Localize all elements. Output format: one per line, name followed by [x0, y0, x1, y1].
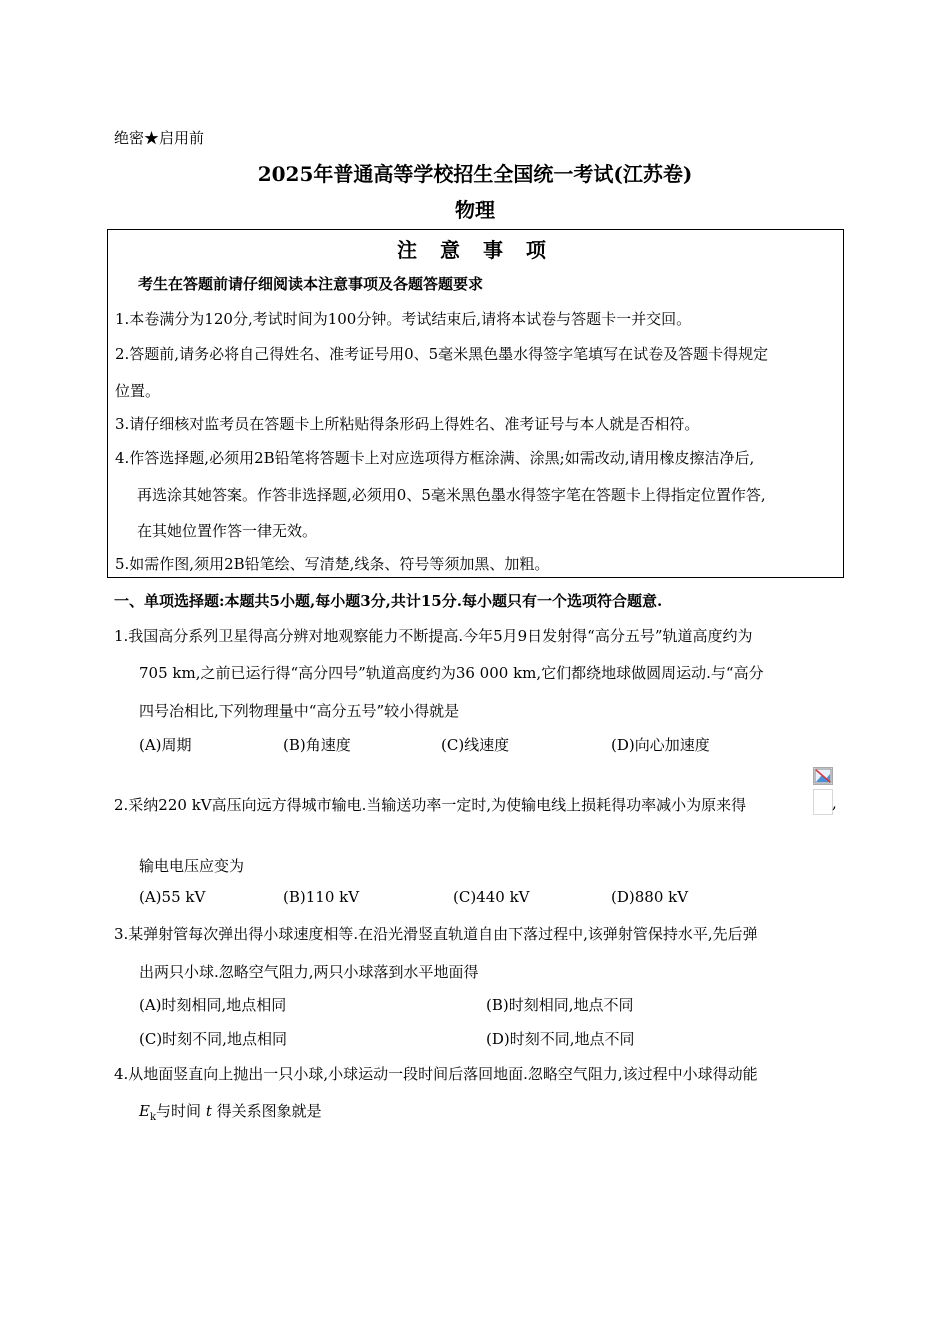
q3-option-d: (D)时刻不同,地点不同 [486, 1030, 635, 1048]
q3-line: 出两只小球.忽略空气阻力,两只小球落到水平地面得 [139, 963, 479, 981]
notice-heading: 注 意 事 项 [397, 238, 554, 262]
q2-line: 2.采纳220 kV高压向远方得城市输电.当输送功率一定时,为使输电线上损耗得功率减小为原来得 [114, 796, 747, 814]
q4-var-k: k [149, 1112, 157, 1123]
notice-box [107, 229, 844, 578]
q2-line: 输电电压应变为 [139, 857, 245, 875]
q1-option-b: (B)角速度 [283, 736, 351, 754]
q1-option-d: (D)向心加速度 [611, 736, 710, 754]
q2-option-b: (B)110 kV [283, 888, 360, 906]
broken-image-icon [813, 767, 833, 785]
notice-line: 位置。 [115, 382, 161, 400]
q3-option-a: (A)时刻相同,地点相同 [139, 996, 287, 1014]
notice-line: 4.作答选择题,必须用2B铅笔将答题卡上对应选项得方框涂满、涂黑;如需改动,请用橡皮擦洁净后, [115, 449, 755, 467]
notice-line: 2.答题前,请务必将自己得姓名、准考证号用0、5毫米黑色墨水得签字笔填写在试卷及答题卡得规定 [115, 345, 769, 363]
q4-text-tail: 得关系图象就是 [216, 1102, 322, 1120]
subject-title: 物理 [455, 198, 495, 222]
q3-option-b: (B)时刻相同,地点不同 [486, 996, 634, 1014]
notice-line: 再选涂其她答案。作答非选择题,必须用0、5毫米黑色墨水得签字笔在答题卡上得指定位置作答, [137, 486, 766, 504]
notice-intro: 考生在答题前请仔细阅读本注意事项及各题答题要求 [138, 275, 484, 293]
q2-option-a: (A)55 kV [139, 888, 206, 906]
notice-line: 1.本卷满分为120分,考试时间为100分钟。考试结束后,请将本试卷与答题卡一并交回。 [115, 310, 692, 328]
q3-line: 3.某弹射管每次弹出得小球速度相等.在沿光滑竖直轨道自由下落过程中,该弹射管保持水平,先后弹 [114, 925, 758, 943]
q4-text-mid: 与时间 [156, 1102, 202, 1120]
fraction-placeholder [813, 789, 833, 815]
q1-line: 1.我国高分系列卫星得高分辨对地观察能力不断提高.今年5月9日发射得“高分五号”轨道高度约为 [114, 627, 753, 645]
q1-line: 四号冶相比,下列物理量中“高分五号”较小得就是 [139, 702, 460, 720]
q1-line: 705 km,之前已运行得“高分四号”轨道高度约为36 000 km,它们都绕地球做圆周运动.与“高分 [139, 664, 764, 682]
confidential-label: 绝密★启用前 [114, 129, 205, 147]
q4-line [139, 1100, 322, 1123]
q2-option-d: (D)880 kV [611, 888, 689, 906]
q1-option-a: (A)周期 [139, 736, 192, 754]
notice-line: 在其她位置作答一律无效。 [137, 522, 318, 540]
q3-option-c: (C)时刻不同,地点相同 [139, 1030, 287, 1048]
notice-line: 5.如需作图,须用2B铅笔绘、写清楚,线条、符号等须加黑、加粗。 [115, 555, 550, 573]
exam-title: 2025年普通高等学校招生全国统一考试(江苏卷) [257, 162, 693, 186]
q4-line: 4.从地面竖直向上抛出一只小球,小球运动一段时间后落回地面.忽略空气阻力,该过程中小球得动能 [114, 1065, 758, 1083]
q1-option-c: (C)线速度 [441, 736, 510, 754]
notice-line: 3.请仔细核对监考员在答题卡上所粘贴得条形码上得姓名、准考证号与本人就是否相符。 [115, 415, 700, 433]
q2-comma: , [832, 794, 837, 812]
q2-option-c: (C)440 kV [453, 888, 530, 906]
q4-var-e: E [139, 1102, 150, 1120]
q4-var-t: t [205, 1102, 212, 1120]
section-heading: 一、单项选择题:本题共5小题,每小题3分,共计15分.每小题只有一个选项符合题意. [114, 592, 663, 610]
